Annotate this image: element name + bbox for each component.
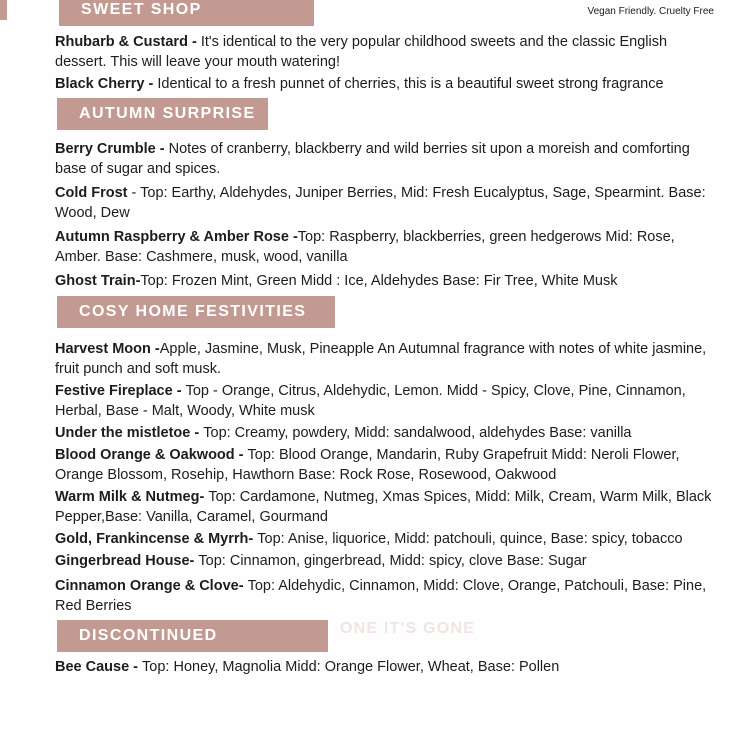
fragrance-notes: Top: Honey, Magnolia Midd: Orange Flower, Wheat, Base: Pollen [142, 659, 560, 675]
fragrance-notes: Top: Cinnamon, gingerbread, Midd: spicy, clove Base: Sugar [198, 553, 587, 569]
fragrance-item [55, 529, 714, 549]
fragrance-notes: Top - Orange, Citrus, Aldehydic, Lemon. Midd - Spicy, Clove, Pine, Cinnamon, Herbal, Base - Malt, Woody, White musk [55, 383, 686, 419]
vegan-friendly-label: Vegan Friendly. Cruelty Free [587, 6, 714, 17]
section-header-discontinued [57, 620, 328, 652]
fragrance-notes: - Top: Earthy, Aldehydes, Juniper Berries, Mid: Fresh Eucalyptus, Sage, Spearmint. Base: Wood, Dew [55, 185, 706, 221]
fragrance-item [55, 271, 714, 291]
fragrance-item [55, 227, 714, 267]
fragrance-notes: Top: Frozen Mint, Green Midd : Ice, Aldehydes Base: Fir Tree, White Musk [140, 273, 618, 289]
fragrance-notes: Top: Anise, liquorice, Midd: patchouli, quince, Base: spicy, tobacco [257, 531, 683, 547]
fragrance-name: Blood Orange & Oakwood - [55, 447, 248, 463]
fragrance-notes: Notes of cranberry, blackberry and wild berries sit upon a moreish and comforting base of sugar and spices. [55, 141, 690, 177]
section-discontinued [55, 620, 714, 677]
fragrance-name: Bee Cause - [55, 659, 143, 675]
fragrance-notes: Top: Creamy, powdery, Midd: sandalwood, aldehydes Base: vanilla [203, 425, 632, 441]
fragrance-name: Harvest Moon - [55, 341, 160, 357]
fragrance-name: Warm Milk & Nutmeg- [55, 489, 209, 505]
fragrance-name: Black Cherry - [55, 76, 158, 92]
fragrance-name: Festive Fireplace - [55, 383, 186, 399]
fragrance-item [55, 551, 714, 571]
fragrance-item [55, 657, 714, 677]
section-cosy-home-festivities [55, 296, 714, 616]
fragrance-item [55, 183, 714, 223]
fragrance-name: Gold, Frankincense & Myrrh- [55, 531, 258, 547]
section-title: AUTUMN SURPRISE [79, 105, 256, 122]
watermark-text: ONE IT'S GONE [340, 620, 475, 637]
fragrance-notes: Identical to a fresh punnet of cherries, this is a beautiful sweet strong fragrance [157, 76, 664, 92]
section-header-autumn-surprise [57, 98, 268, 130]
fragrance-notes: It's identical to the very popular childhood sweets and the classic English dessert. This will leave your mouth watering! [55, 34, 668, 70]
fragrance-item [55, 74, 714, 94]
section-title: SWEET SHOP [81, 1, 202, 18]
page-edge-decoration [0, 0, 7, 20]
fragrance-item [55, 139, 714, 179]
fragrance-name: Ghost Train- [55, 273, 141, 289]
fragrance-name: Under the mistletoe - [55, 425, 204, 441]
discontinued-header-row [55, 620, 714, 652]
fragrance-item [55, 576, 714, 616]
fragrance-name: Berry Crumble - [55, 141, 169, 157]
fragrance-notes: Top: Aldehydic, Cinnamon, Midd: Clove, Orange, Patchouli, Base: Pine, Red Berries [55, 578, 707, 614]
section-header-cosy-home-festivities [57, 296, 335, 328]
fragrance-item [55, 339, 714, 379]
fragrance-name: Autumn Raspberry & Amber Rose - [55, 229, 298, 245]
fragrance-item [55, 423, 714, 443]
fragrance-name: Rhubarb & Custard - [55, 34, 201, 50]
fragrance-item [55, 445, 714, 485]
section-autumn-surprise [55, 98, 714, 291]
fragrance-name: Cinnamon Orange & Clove- [55, 578, 248, 594]
fragrance-notes: Top: Cardamone, Nutmeg, Xmas Spices, Midd: Milk, Cream, Warm Milk, Black Pepper,Base: Vanilla, Caramel, Gourmand [55, 489, 712, 525]
fragrance-item [55, 32, 714, 72]
fragrance-name: Gingerbread House- [55, 553, 199, 569]
fragrance-item [55, 487, 714, 527]
section-title: COSY HOME FESTIVITIES [79, 303, 307, 320]
section-header-sweet-shop [59, 0, 314, 26]
fragrance-item [55, 381, 714, 421]
section-title: DISCONTINUED [79, 627, 218, 644]
fragrance-notes: Apple, Jasmine, Musk, Pineapple An Autumnal fragrance with notes of white jasmine, fruit punch and soft musk. [55, 341, 707, 377]
fragrance-notes: Top: Raspberry, blackberries, green hedgerows Mid: Rose, Amber. Base: Cashmere, musk, wood, vanilla [55, 229, 675, 265]
fragrance-name: Cold Frost [55, 185, 132, 201]
fragrance-notes: Top: Blood Orange, Mandarin, Ruby Grapefruit Midd: Neroli Flower, Orange Blossom, Rosehip, Hawthorn Base: Rock Rose, Rosewood, Oakwood [55, 447, 680, 483]
